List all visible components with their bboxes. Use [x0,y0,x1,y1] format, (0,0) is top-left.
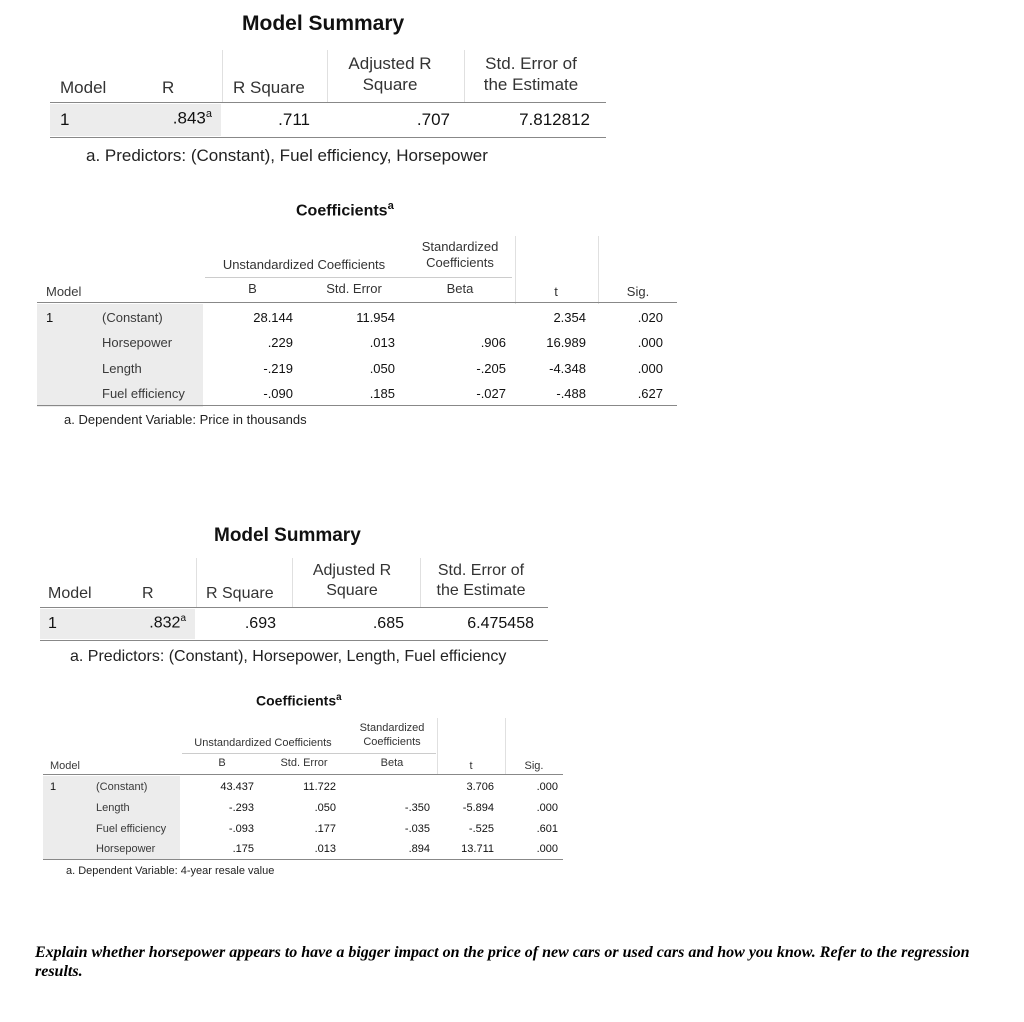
summary-model-value: 1 [48,615,57,632]
summary-adj-value: .707 [416,110,450,129]
header-adjusted-r-square: Adjusted R Square [312,562,392,599]
model-summary-2-footnote: a. Predictors: (Constant), Horsepower, Length, Fuel efficiency [70,648,507,665]
header-model: Model [50,760,80,772]
header-std-error-estimate: Std. Error of the Estimate [483,54,579,95]
summary-r-square-value: .693 [244,615,276,632]
coefficients-1-title: Coefficients$^a$ [296,200,394,220]
header-std-error: Std. Error [280,757,328,769]
header-r: R [162,78,175,97]
summary-se-value: 6.475458 [467,615,534,632]
header-b: B [248,281,257,296]
summary-r-value: .843$^a$ [172,108,212,128]
model-summary-1-footnote: a. Predictors: (Constant), Fuel efficiency, Horsepower [86,146,488,165]
coef-model-number: 1 [50,781,57,793]
summary-model-value: 1 [60,110,70,129]
summary-r-value: .832$^a$ [149,613,186,632]
coefficients-2-footnote: a. Dependent Variable: 4-year resale value [66,865,275,877]
header-sig: Sig. [524,760,544,772]
header-model: Model [46,284,82,299]
header-beta: Beta [446,281,474,296]
header-std-error-estimate: Std. Error of the Estimate [436,562,526,599]
header-t: t [469,760,473,772]
header-adjusted-r-square: Adjusted R Square [348,54,432,95]
header-model: Model [60,78,107,97]
header-r-square: R Square [206,585,274,602]
header-r: R [142,585,154,602]
header-standardized: Standardized Coefficients [421,239,499,271]
coefficients-1-footnote: a. Dependent Variable: Price in thousands [64,412,307,427]
model-summary-1-title: Model Summary [242,12,405,35]
header-beta: Beta [380,757,404,769]
summary-adj-value: .685 [372,615,404,632]
coefficients-2-title: Coefficients$^a$ [256,692,342,709]
model-summary-2-title: Model Summary [214,525,361,546]
question-text: Explain whether horsepower appears to have a bigger impact on the price of new cars or used cars and how you know. Refer to the regression results. [35,944,970,980]
header-unstandardized: Unstandardized Coefficients [194,737,332,749]
header-r-square: R Square [233,78,305,97]
coef-model-number: 1 [46,310,54,325]
header-b: B [218,757,226,769]
header-t: t [554,284,558,299]
header-unstandardized: Unstandardized Coefficients [222,257,386,272]
header-std-error: Std. Error [326,281,382,296]
header-sig: Sig. [626,284,650,299]
header-model: Model [48,585,92,602]
summary-se-value: 7.812812 [519,110,590,129]
header-standardized: Standardized Coefficients [359,722,425,748]
summary-r-square-value: .711 [278,110,310,129]
